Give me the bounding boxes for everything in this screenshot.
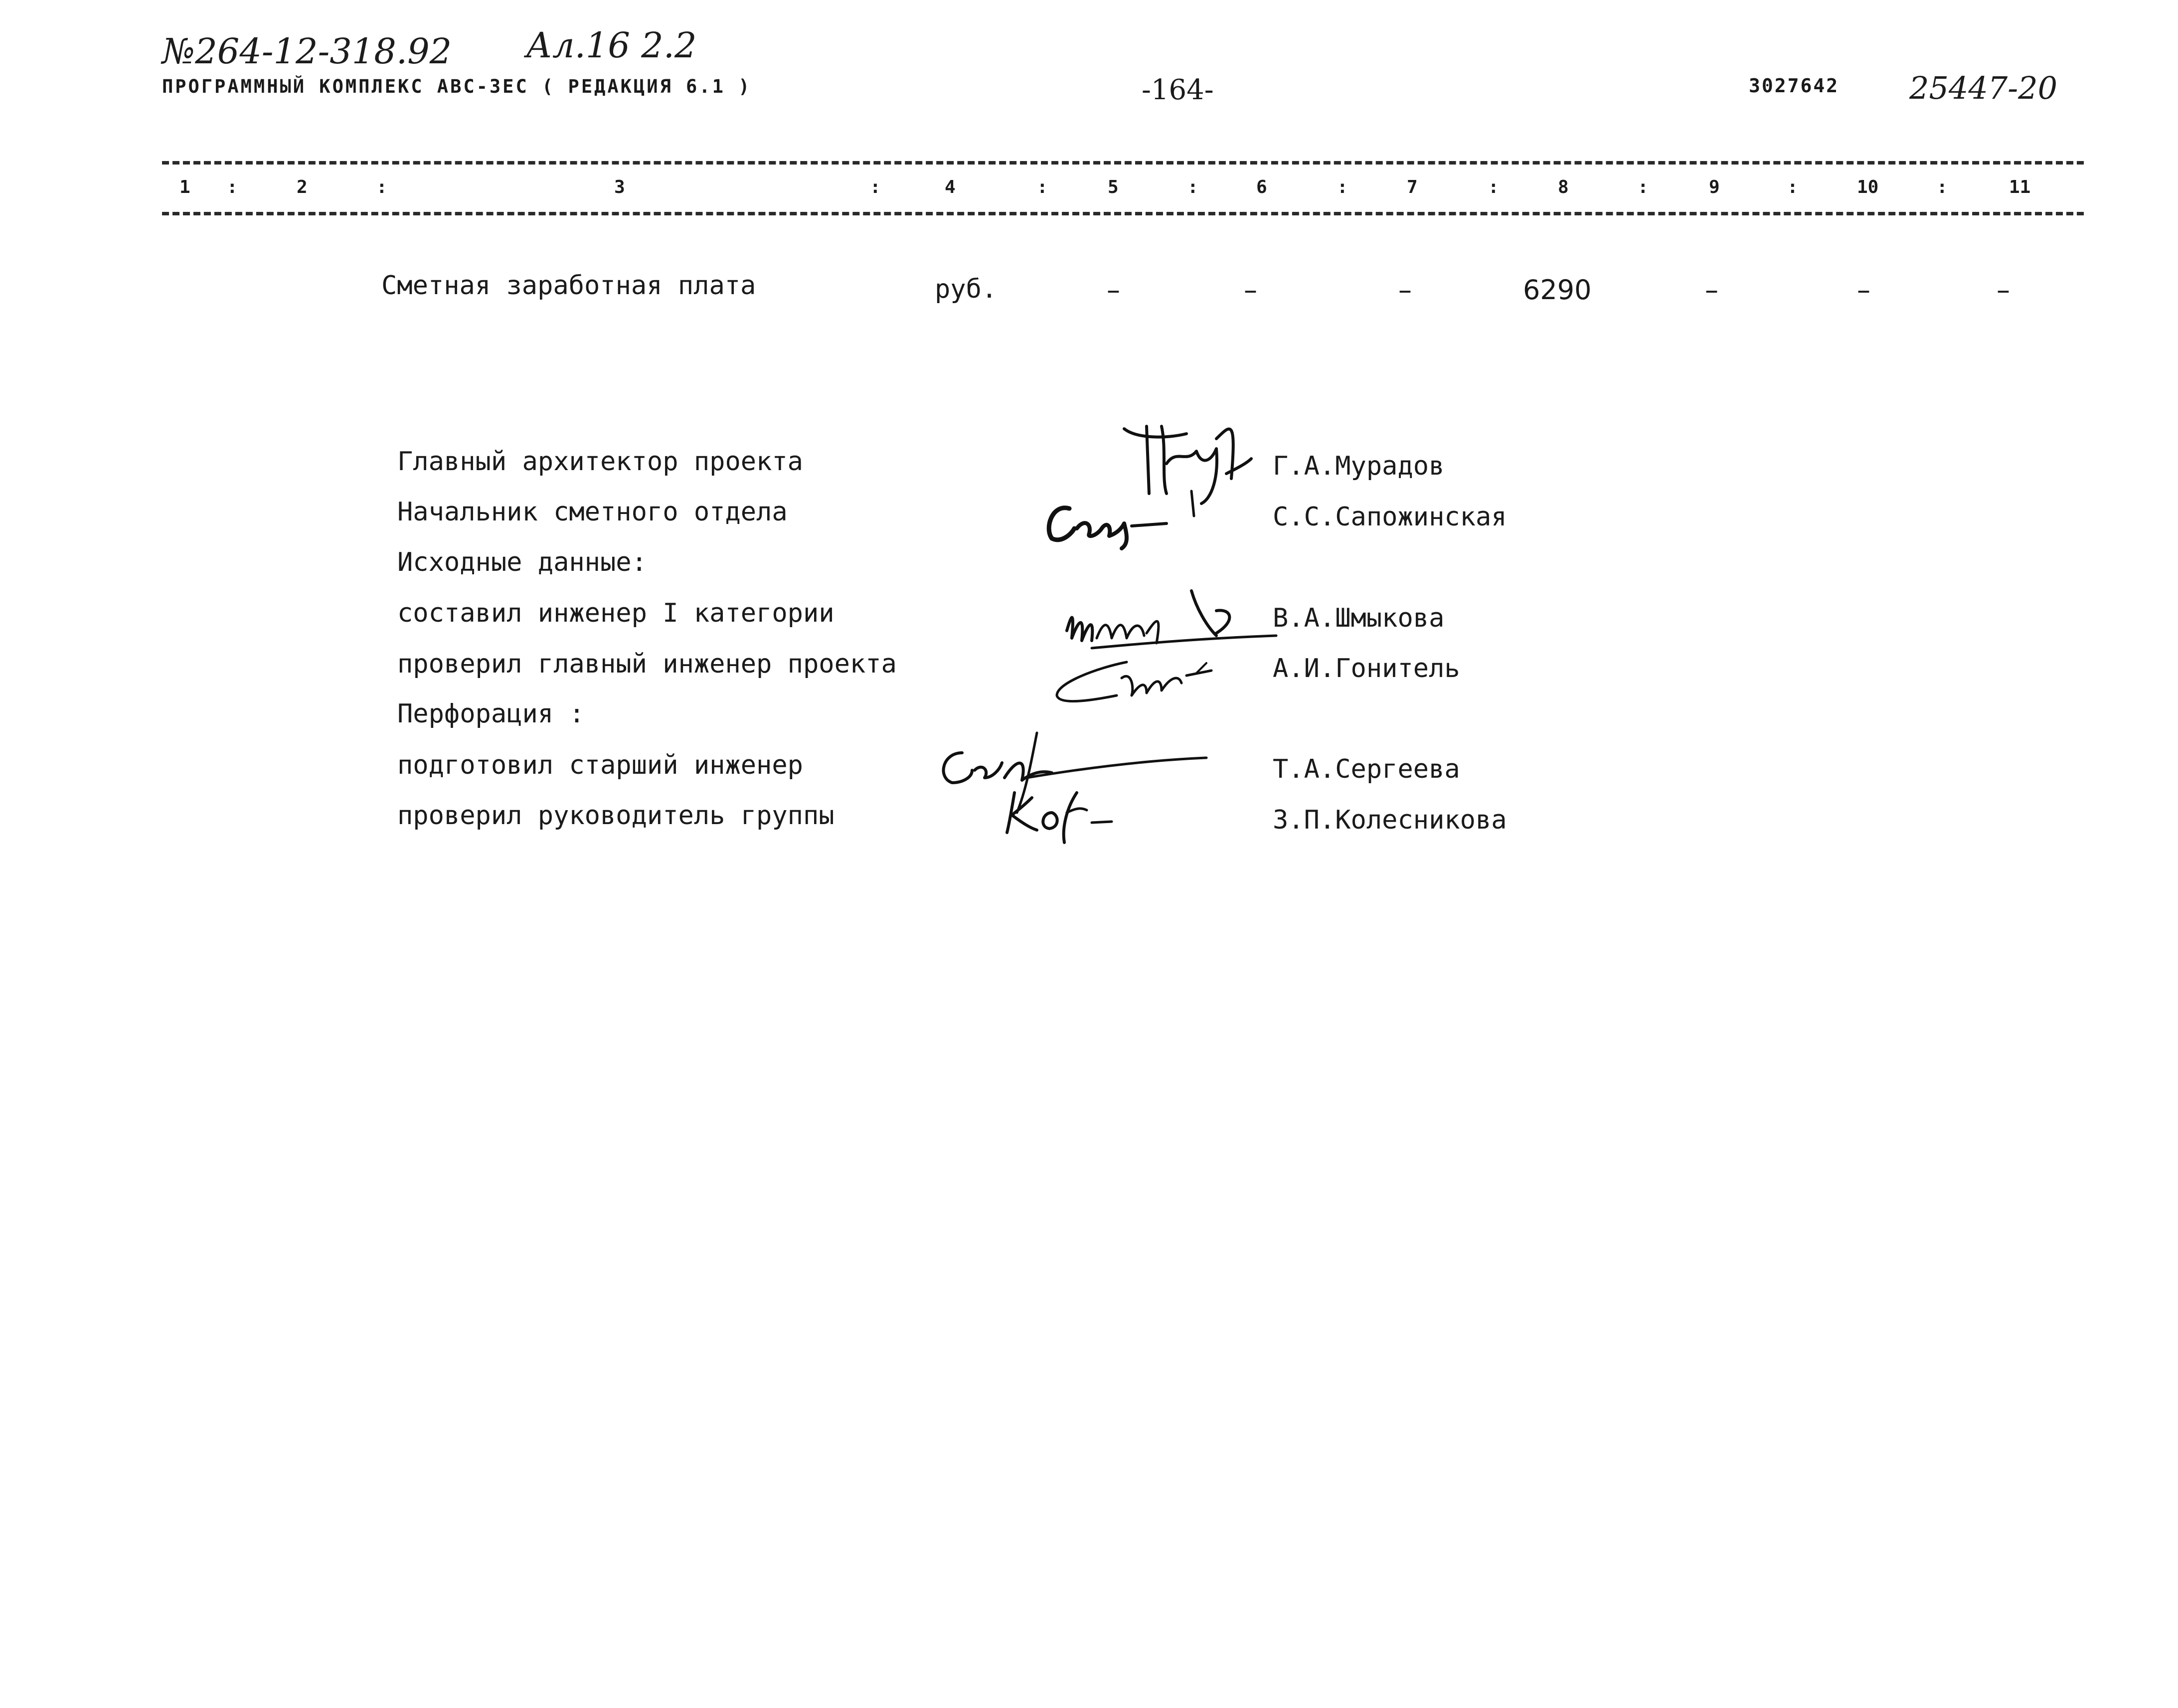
signatory-name: В.А.Шмыкова [1273,603,1445,633]
column-number-8: 8 [1558,177,1569,197]
signature-sergeeva [944,733,1206,813]
column-separator: : [1787,177,1798,197]
column-separator: : [227,177,238,197]
signature-title: подготовил старший инженер [397,750,803,780]
handwritten-sheet-reference: Ал.16 2.2 [526,25,697,66]
handwritten-right-number: 25447-20 [1909,70,2058,106]
row-cell-col7: 6290 [1523,274,1592,306]
signatory-name: Г.А.Мурадов [1273,451,1445,481]
column-separator: : [1937,177,1948,197]
column-separator: : [376,177,387,197]
section-heading-source-data: Исходные данные: [397,547,647,577]
column-separator: : [1037,177,1048,197]
column-number-10: 10 [1857,177,1879,197]
row-unit: руб. [935,274,998,304]
signatory-name: З.П.Колесникова [1273,805,1507,835]
row-cell-col6: – [1398,274,1412,306]
signature-muradov [1124,426,1251,516]
column-number-7: 7 [1407,177,1418,197]
row-cell-col8: – [1705,274,1718,306]
signature-title: Начальник сметного отдела [397,497,788,527]
signatory-name: С.С.Сапожинская [1273,502,1507,532]
signature-title: проверил руководитель группы [397,801,835,831]
signature-shmykova [1067,591,1276,648]
page-number: -164- [1142,74,1214,106]
document-code: 3027642 [1749,75,1840,97]
column-separator: : [870,177,881,197]
signatory-name: А.И.Гонитель [1273,654,1460,683]
signatory-name: Т.А.Сергеева [1273,754,1460,784]
column-number-5: 5 [1108,177,1119,197]
signature-title: составил инженер I категории [397,598,835,628]
column-separator: : [1337,177,1348,197]
column-number-11: 11 [2009,177,2031,197]
column-separator: : [1187,177,1198,197]
program-header: ПРОГРАММНЫЙ КОМПЛЕКС АВС-3ЕС ( РЕДАКЦИЯ 6.1 ) [162,76,752,97]
row-cell-col10: – [1997,274,2010,306]
signature-title: проверил главный инженер проекта [397,649,897,679]
column-separator: : [1638,177,1649,197]
column-number-3: 3 [614,177,625,197]
row-label: Сметная заработная плата [381,271,756,301]
handwritten-document-number: №264-12-318.92 [162,31,452,72]
column-number-4: 4 [945,177,956,197]
signature-title: Главный архитектор проекта [397,447,803,477]
row-cell-col4: – [1107,274,1120,306]
row-cell-col5: – [1244,274,1257,306]
section-heading-perforation: Перфорация : [397,699,585,729]
column-separator: : [1488,177,1499,197]
signature-gonitel [1057,662,1211,701]
column-number-1: 1 [179,177,190,197]
column-number-6: 6 [1256,177,1267,197]
signature-sapozhinskaya [1049,508,1167,548]
column-number-2: 2 [297,177,308,197]
row-cell-col9: – [1857,274,1870,306]
column-number-9: 9 [1709,177,1720,197]
